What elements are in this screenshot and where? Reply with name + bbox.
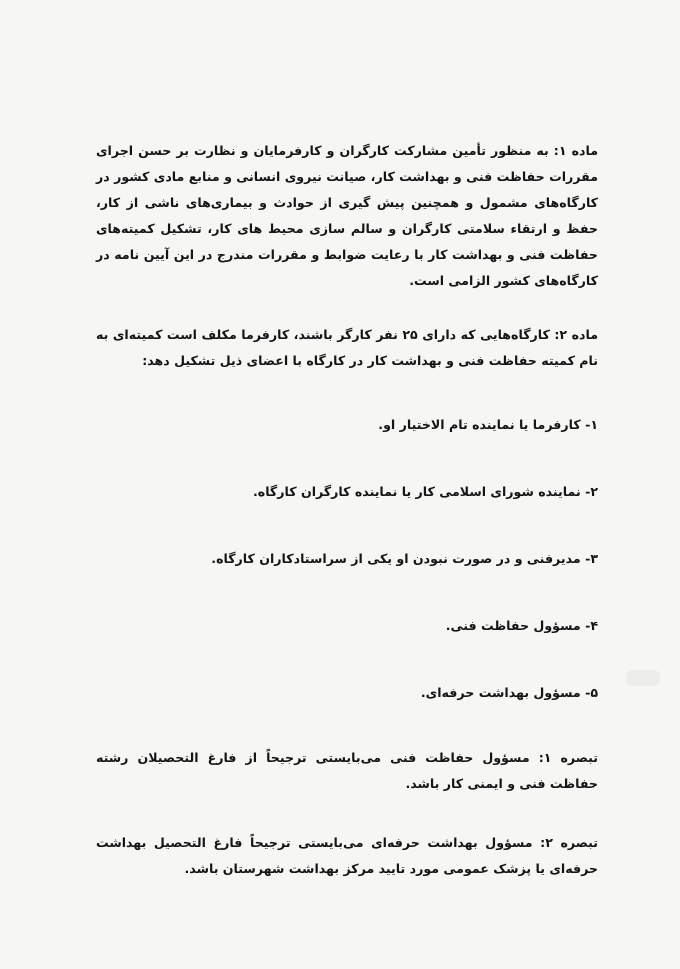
note-2-paragraph: تبصره ۲: مسؤول بهداشت حرفه‌ای می‌بایستی ترجیحاً فارغ التحصیل بهداشت حرفه‌ای یا پزشک عمومی مورد تایید مرکز بهداشت شهرستان باشد. (96, 835, 599, 876)
article-2-paragraph: ماده ۲: کارگاه‌هایی که دارای ۲۵ نفر کارگر باشند، کارفرما مکلف است کمیته‌ای به نام کمیته حفاظت فنی و بهداشت کار در کارگاه با اعضای ذیل تشکیل دهد: (96, 327, 598, 368)
scan-artifact (626, 670, 660, 686)
document-body (96, 138, 598, 882)
member-item-3: ۳- مدیرفنی و در صورت نبودن او یکی از سراستادکاران کارگاه. (211, 551, 598, 566)
committee-members-list (96, 412, 598, 706)
note-1-paragraph: تبصره ۱: مسؤول حفاظت فنی می‌بایستی ترجیحاً از فارغ التحصیلان رشته حفاظت فنی و ایمنی کار باشد. (96, 750, 599, 791)
member-item-2: ۲- نماینده شورای اسلامی کار یا نماینده کارگران کارگاه. (252, 484, 598, 499)
member-item-1: ۱- کارفرما یا نماینده تام الاختیار او. (378, 417, 598, 432)
member-item-4: ۴- مسؤول حفاظت فنی. (445, 618, 598, 633)
article-1-paragraph: ماده ۱: به منظور تأمین مشارکت کارگران و کارفرمایان و نظارت بر حسن اجرای مقررات حفاظت فنی و بهداشت کار، صیانت نیروی انسانی و منابع مادی کشور در کارگاه‌های مشمول و همچنین پیش گیری از حوادث و بیماری‌های ناشی از کار، حفظ و ارتقاء سلامتی کارگران و سالم سازی محیط های کار، تشکیل کمیته‌های حفاظت فنی و بهداشت کار با رعایت ضوابط و مقررات مندرج در این آیین نامه در کارگاه‌های کشور الزامی است. (96, 143, 598, 288)
member-item-5: ۵- مسؤول بهداشت حرفه‌ای. (420, 685, 598, 700)
